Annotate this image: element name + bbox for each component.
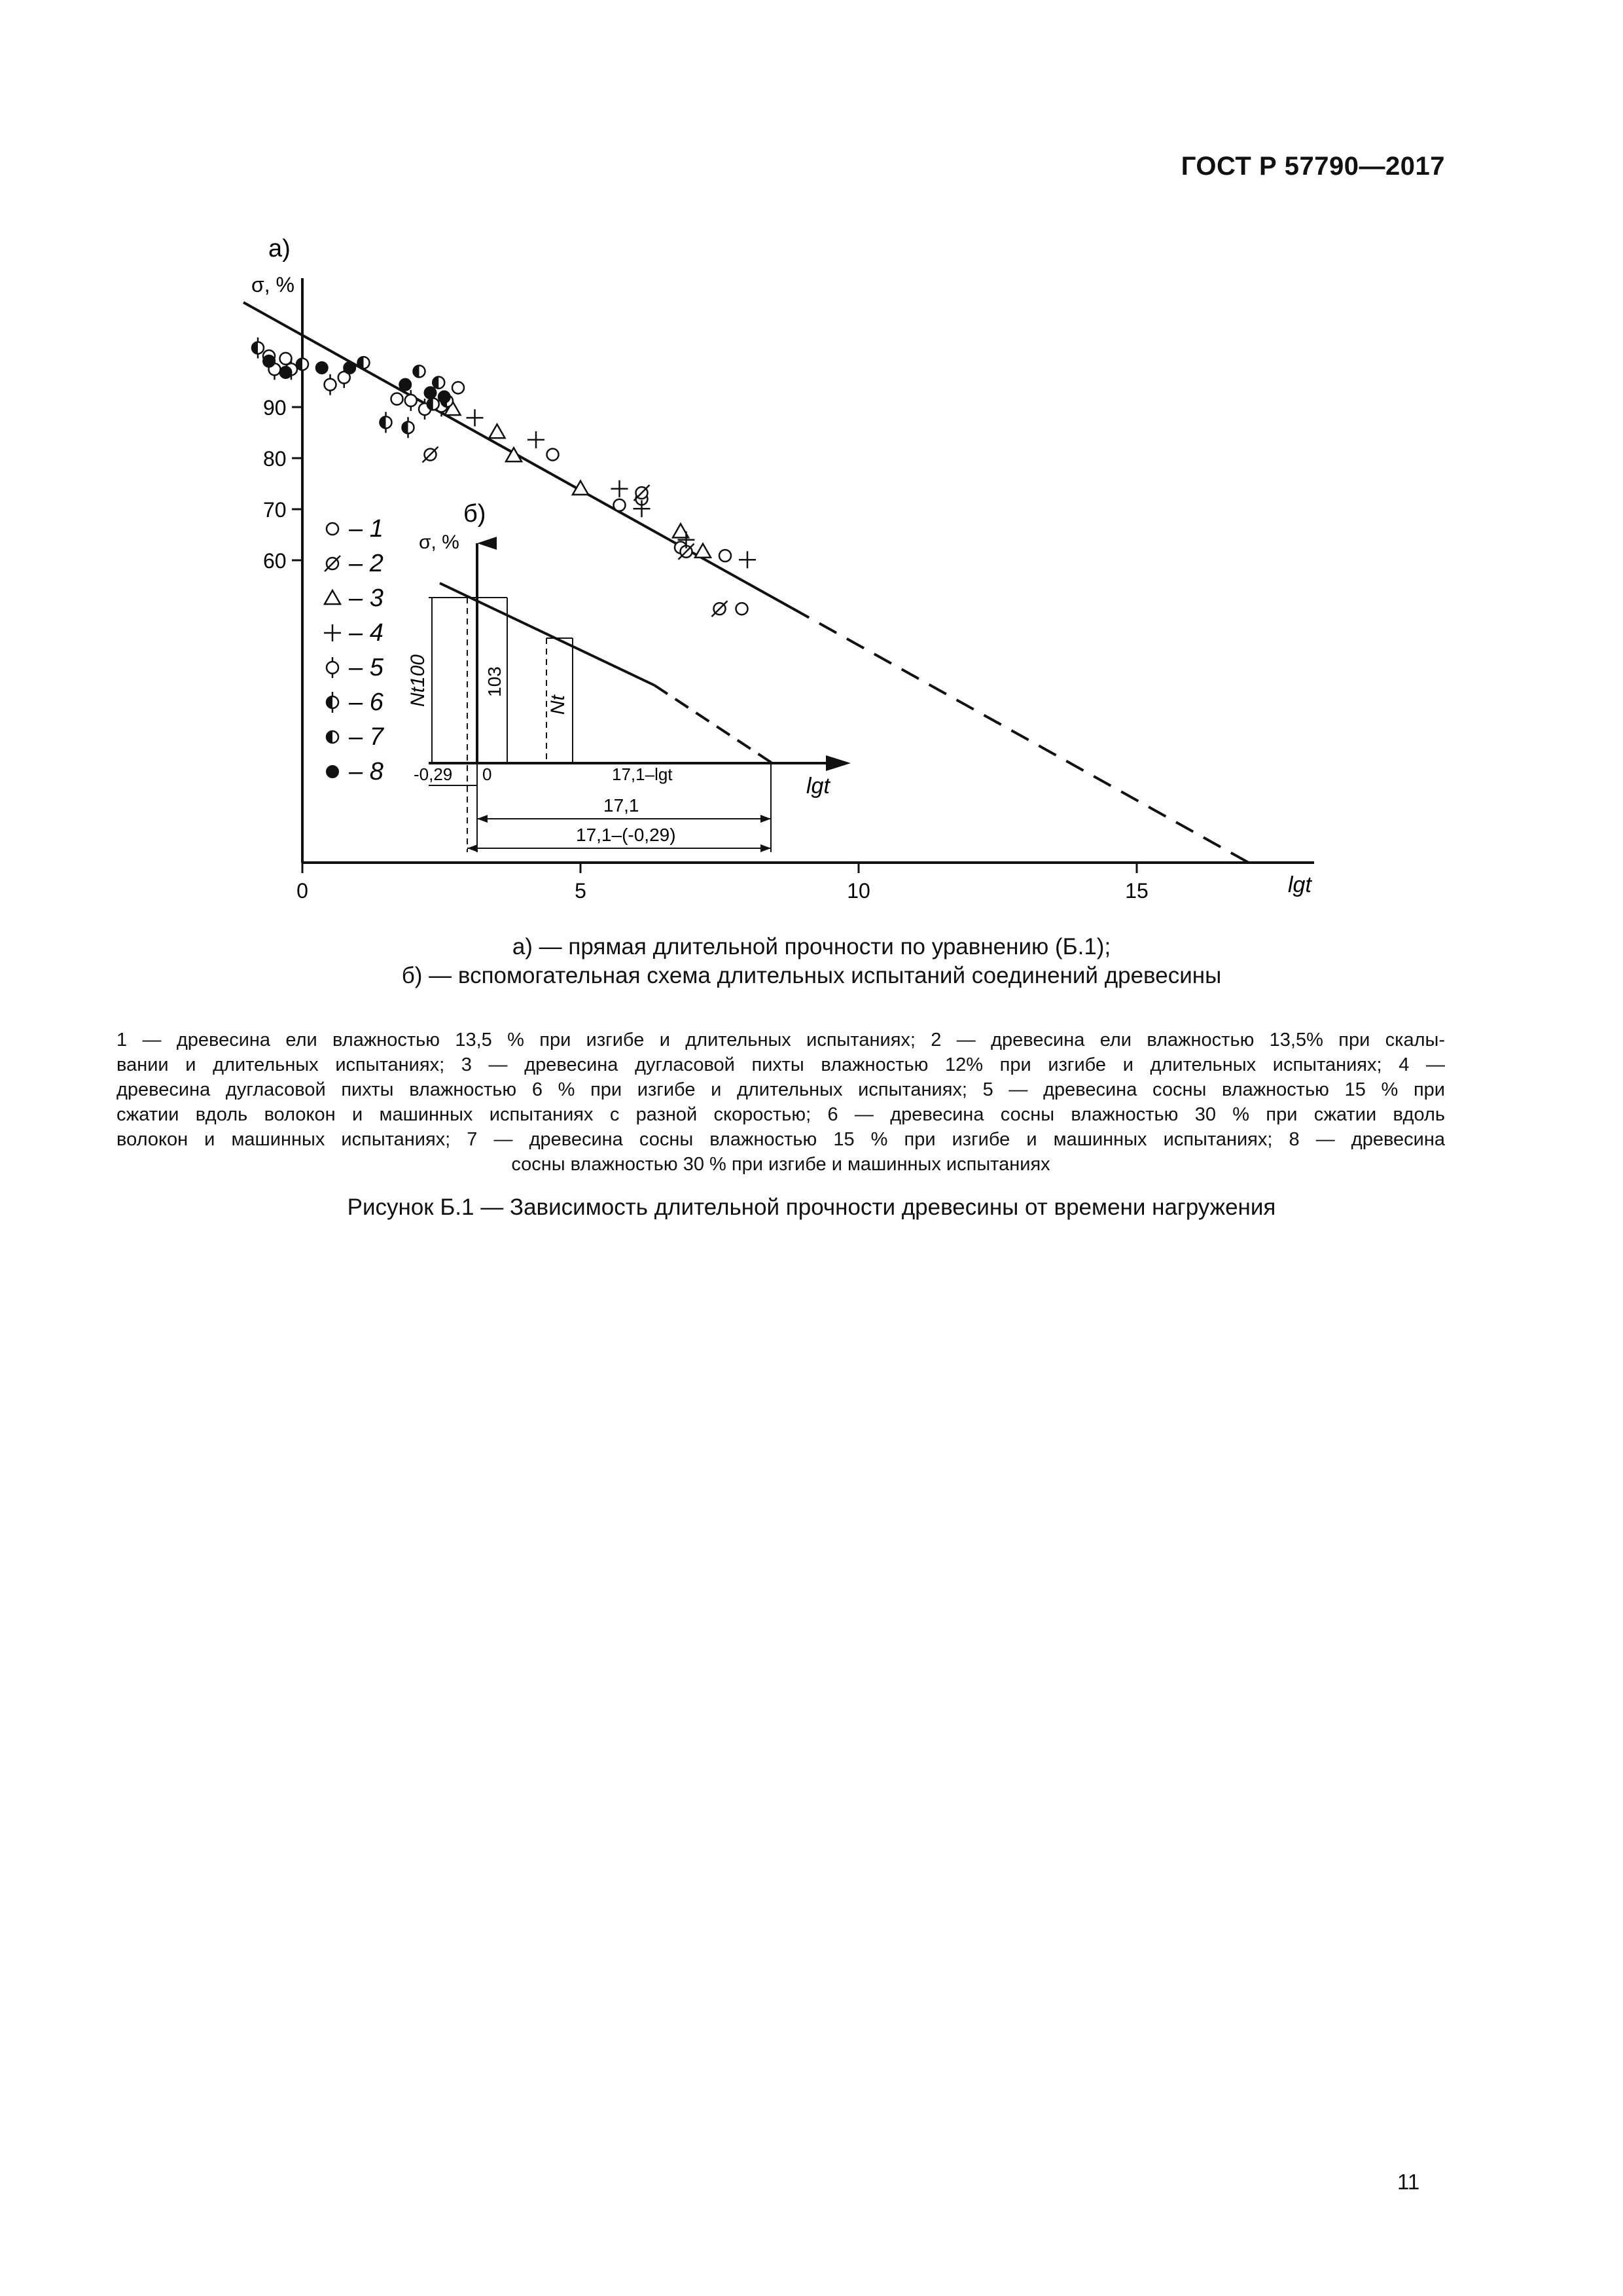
fit-line-dashed: [792, 608, 1249, 863]
label-103: 103: [484, 666, 505, 697]
marker-slashed-circle: [325, 556, 340, 571]
label-171-minus-lgt: 17,1–lgt: [612, 764, 673, 784]
marker-triangle: [490, 424, 505, 438]
marker-filled-circle: [327, 766, 338, 778]
x-tick-label: 15: [1125, 879, 1149, 903]
marker-filled-circle: [316, 362, 328, 374]
marker-half-circle: [358, 357, 370, 368]
marker-filled-circle: [280, 367, 292, 378]
marker-half-circle: [427, 398, 439, 410]
marker-open-circle: [736, 603, 748, 615]
marker-half-circle-tick: [327, 692, 338, 713]
legend-label-3: – 3: [349, 584, 383, 612]
figure-caption: [0, 933, 1623, 990]
legend-line-1: 1 — древесина ели влажностью 13,5 % при изгибе и длительных испытаниях; 2 — древесина ели влажностью 13,5% при скалы-: [116, 1030, 1445, 1050]
schematic-x-label: lgt: [806, 774, 830, 798]
marker-triangle: [325, 590, 340, 604]
y-tick-label: 90: [263, 396, 287, 420]
x-tick-label: 5: [575, 879, 586, 903]
legend-label-1: – 1: [349, 515, 383, 543]
legend-line-5: волокон и машинных испытаниях; 7 — древесина сосны влажностью 15 % при изгибе и машинных испытаниях; 8 — древесина: [116, 1129, 1445, 1150]
marker-plus: [527, 431, 544, 448]
panel-a-label: а): [268, 235, 291, 262]
legend-line-4: сжатии вдоль волокон и машинных испытаниях с разной скоростью; 6 — древесина сосны влажностью 30 % при сжатии вдоль: [116, 1104, 1445, 1125]
label-neg029: -0,29: [414, 764, 453, 784]
x-axis-label: lgt: [1288, 872, 1311, 897]
x-ticks: [296, 863, 1149, 903]
marker-open-circle: [547, 449, 559, 461]
legend-label-2: – 2: [349, 550, 383, 577]
marker-half-circle: [327, 731, 338, 743]
schematic-y-label: σ, %: [419, 531, 459, 553]
marker-half-circle-tick: [380, 412, 392, 433]
caption-line-b: б) — вспомогательная схема длительных испытаний соединений древесины: [401, 963, 1222, 988]
legend-line-3: древесина дугласовой пихты влажностью 6 % при изгибе и длительных испытаниях; 5 — древесина сосны влажностью 15 % при: [116, 1079, 1445, 1100]
marker-half-circle: [433, 377, 444, 389]
legend-description: [116, 1028, 1445, 1177]
schematic-b: [407, 500, 851, 852]
x-tick-label: 10: [847, 879, 870, 903]
label-nt: Nt: [547, 695, 569, 715]
figure-b1: [0, 0, 1623, 916]
figure-title: Рисунок Б.1 — Зависимость длительной прочности древесины от времени нагружения: [347, 1194, 1276, 1220]
y-tick-label: 80: [263, 447, 287, 471]
marker-triangle: [695, 544, 711, 558]
label-zero: 0: [482, 764, 492, 784]
schematic-x-arrow: [826, 755, 851, 771]
marker-filled-circle: [344, 362, 355, 374]
x-tick-label: 0: [296, 879, 308, 903]
marker-open-circle: [280, 353, 292, 365]
marker-legend: [324, 515, 385, 785]
marker-open-circle: [327, 523, 338, 535]
marker-half-circle: [414, 365, 425, 377]
marker-filled-circle: [438, 391, 450, 403]
y-tick-label: 60: [263, 549, 287, 573]
data-points: [252, 338, 756, 617]
marker-filled-circle: [263, 355, 275, 367]
schematic-line-dashed: [654, 685, 772, 763]
page-number: 11: [1397, 2170, 1420, 2194]
marker-circle-with-tick: [327, 657, 338, 678]
marker-filled-circle: [425, 387, 437, 399]
legend-label-6: – 6: [349, 689, 383, 716]
y-tick-label: 70: [263, 498, 287, 522]
label-171: 17,1: [603, 795, 639, 816]
marker-slashed-circle: [712, 601, 728, 617]
legend-label-4: – 4: [349, 619, 383, 647]
marker-open-circle: [391, 393, 403, 405]
marker-half-circle-tick: [402, 417, 414, 438]
caption-line-a: а) — прямая длительной прочности по уравнению (Б.1);: [512, 934, 1111, 960]
marker-open-circle: [719, 550, 731, 562]
fit-line: [243, 302, 1249, 863]
marker-plus: [633, 500, 651, 517]
marker-open-circle: [614, 499, 626, 511]
legend-line-2: вании и длительных испытаниях; 3 — древесина дугласовой пихты влажностью 12% при изгибе и длительных испытаниях; 4 —: [116, 1054, 1445, 1075]
legend-line-6: сосны влажностью 30 % при изгибе и машинных испытаниях: [511, 1154, 1050, 1175]
panel-b-label: б): [463, 500, 486, 528]
marker-circle-with-tick: [325, 374, 336, 395]
marker-open-circle: [452, 382, 464, 393]
marker-plus: [324, 624, 341, 641]
marker-half-circle: [296, 358, 308, 370]
label-171-minus-neg029: 17,1–(-0,29): [576, 825, 676, 845]
marker-half-circle-tick: [252, 338, 264, 359]
marker-filled-circle: [399, 379, 411, 391]
marker-plus: [739, 551, 756, 568]
document-code: ГОСТ Р 57790—2017: [1181, 152, 1445, 181]
y-axis-label: σ, %: [251, 273, 294, 296]
legend-label-8: – 8: [349, 758, 383, 785]
y-ticks: [263, 396, 302, 573]
legend-label-7: – 7: [349, 723, 383, 751]
marker-plus: [611, 480, 628, 497]
marker-slashed-circle: [423, 447, 438, 463]
label-nt100: Nt100: [407, 654, 429, 707]
legend-label-5: – 5: [349, 654, 383, 681]
marker-plus: [467, 409, 484, 426]
